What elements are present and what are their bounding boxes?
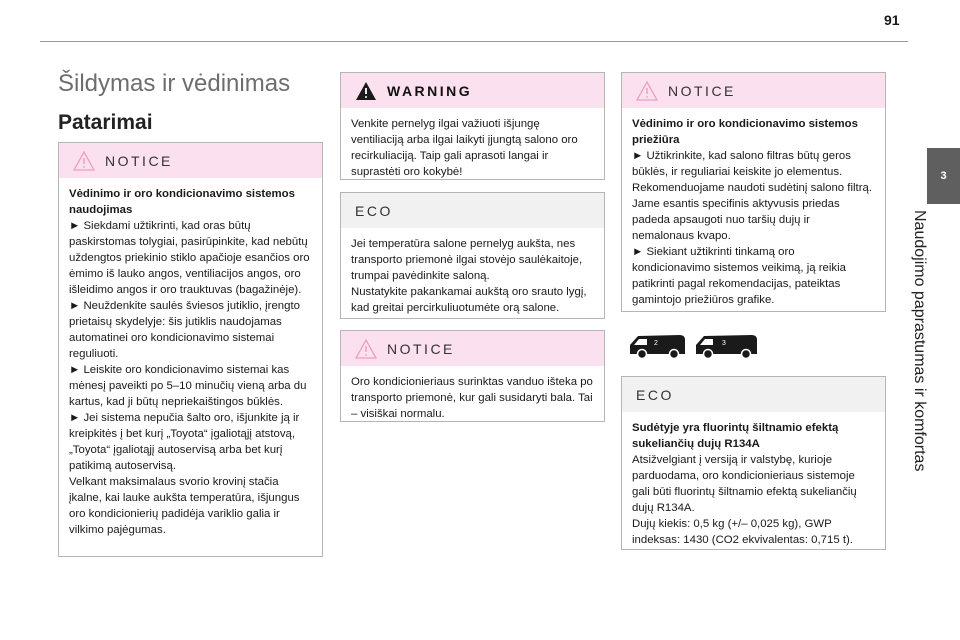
warning-text: Venkite pernelyg ilgai važiuoti išjungę ventiliaciją arba ilgai laikyti įjungtą salono oro recirkuliaciją. Taip gali aprasoti langai ir suprastėti oro kokybė! [351, 118, 578, 178]
warning-triangle-icon [73, 151, 95, 171]
page-number: 91 [884, 12, 900, 28]
eco-box-refrigerant [621, 376, 886, 550]
warning-box [340, 72, 605, 180]
notice-label: NOTICE [105, 152, 173, 169]
warning-triangle-icon [355, 81, 377, 101]
chapter-title: Naudojimo paprastumas ir komfortas [911, 210, 928, 472]
warning-header [341, 73, 604, 108]
eco-paragraph: Dujų kiekis: 0,5 kg (+/– 0,025 kg), GWP indeksas: 1430 (CO2 ekvivalentas: 0,715 t). [632, 518, 853, 546]
chapter-tab[interactable]: 3 [927, 148, 960, 204]
eco-heading: Sudėtyje yra fluorintų šiltnamio efektą sukeliančių dujų R134A [632, 422, 839, 450]
notice-box-maintenance [621, 72, 886, 312]
eco-header [622, 377, 885, 412]
eco-label: ECO [636, 386, 674, 403]
notice-header [622, 73, 885, 108]
eco-paragraph: Jei temperatūra salone pernelyg aukšta, nes transporto priemonė ilgai stovėjo saulėkaitoje, trumpai pavėdinkite saloną. [351, 238, 583, 282]
notice-paragraph: ► Užtikrinkite, kad salono filtras būtų geros būklės, ir reguliariai keiskite jo elementus. Rekomenduojame naudoti sudėtinį salono filtrą. Jame esantis specifinis aktyvusis priedas padeda apsaugoti nuo taršių dujų ir nemalonaus kvapo. [632, 150, 872, 242]
van-short-label: 2 [654, 340, 658, 347]
eco-paragraph: Atsižvelgiant į versiją ir valstybę, kurioje parduodama, oro kondicionieriaus sistemoje gali būti fluorintų šiltnamio efektą sukeliančių dujų R134A. [632, 454, 857, 514]
eco-box-cooling [340, 192, 605, 319]
header-rule [40, 41, 908, 42]
warning-label: WARNING [387, 82, 473, 99]
eco-label: ECO [355, 202, 393, 219]
notice-label: NOTICE [668, 82, 736, 99]
eco-paragraph: Nustatykite pakankamai aukštą oro srauto lygį, kad greitai percirkuliuotumėte orą salone. [351, 286, 587, 314]
notice-paragraph: ► Siekdami užtikrinti, kad oras būtų paskirstomas tolygiai, pasirūpinkite, kad nebūtų uždengtos priekinio stiklo apačioje esančios oro ėmimo iš lauko angos, ventiliacijos angos, oro išleidimo angos ir oro trauktuvas (bagažinėje). [69, 220, 310, 296]
notice-paragraph: Velkant maksimalaus svorio krovinį stačia įkalne, kai lauke aukšta temperatūra, išjungus oro kondicionierių padidėja variklio galia ir vilkimo pajėgumas. [69, 476, 300, 536]
notice-paragraph: ► Neuždenkite saulės šviesos jutiklio, įrengto prietaisų skydelyje: šis jutiklis naudojamas automatinei oro kondicionavimo sistemai reguliuoti. [69, 300, 300, 360]
notice-box-condensation [340, 330, 605, 422]
notice-heading: Vėdinimo ir oro kondicionavimo sistemos naudojimas [69, 188, 295, 216]
subsection-title: Patarimai [58, 111, 153, 134]
notice-paragraph: ► Siekiant užtikrinti tinkamą oro kondicionavimo sistemos veikimą, ją reikia patikrinti pagal rekomendacijas, pateiktas gamintojo priežiūros grafike. [632, 246, 846, 306]
warning-triangle-icon [355, 339, 377, 359]
notice-header [341, 331, 604, 366]
eco-header [341, 193, 604, 228]
van-long-icon [694, 332, 760, 360]
van-short-icon [628, 332, 688, 360]
notice-paragraph: ► Jei sistema nepučia šalto oro, išjunkite ją ir kreipkitės į bet kurį „Toyota“ įgaliotąjį atstovą, „Toyota“ įgaliotąjį autoservisą arba bet kurį patikimą autoservisą. [69, 412, 300, 472]
notice-box-ventilation-use [58, 142, 323, 557]
notice-text: Oro kondicionieriaus surinktas vanduo išteka po transporto priemonė, kur gali susidaryti bala. Tai – visiškai normalu. [351, 376, 593, 420]
section-title: Šildymas ir vėdinimas [58, 70, 291, 97]
notice-heading: Vėdinimo ir oro kondicionavimo sistemos priežiūra [632, 118, 858, 146]
warning-triangle-icon [636, 81, 658, 101]
notice-paragraph: ► Leiskite oro kondicionavimo sistemai kas mėnesį paveikti po 5–10 minučių vieną arba du kartus, kad ji būtų nepriekaištingos būklės. [69, 364, 307, 408]
notice-label: NOTICE [387, 340, 455, 357]
van-long-label: 3 [722, 340, 726, 347]
notice-header [59, 143, 322, 178]
